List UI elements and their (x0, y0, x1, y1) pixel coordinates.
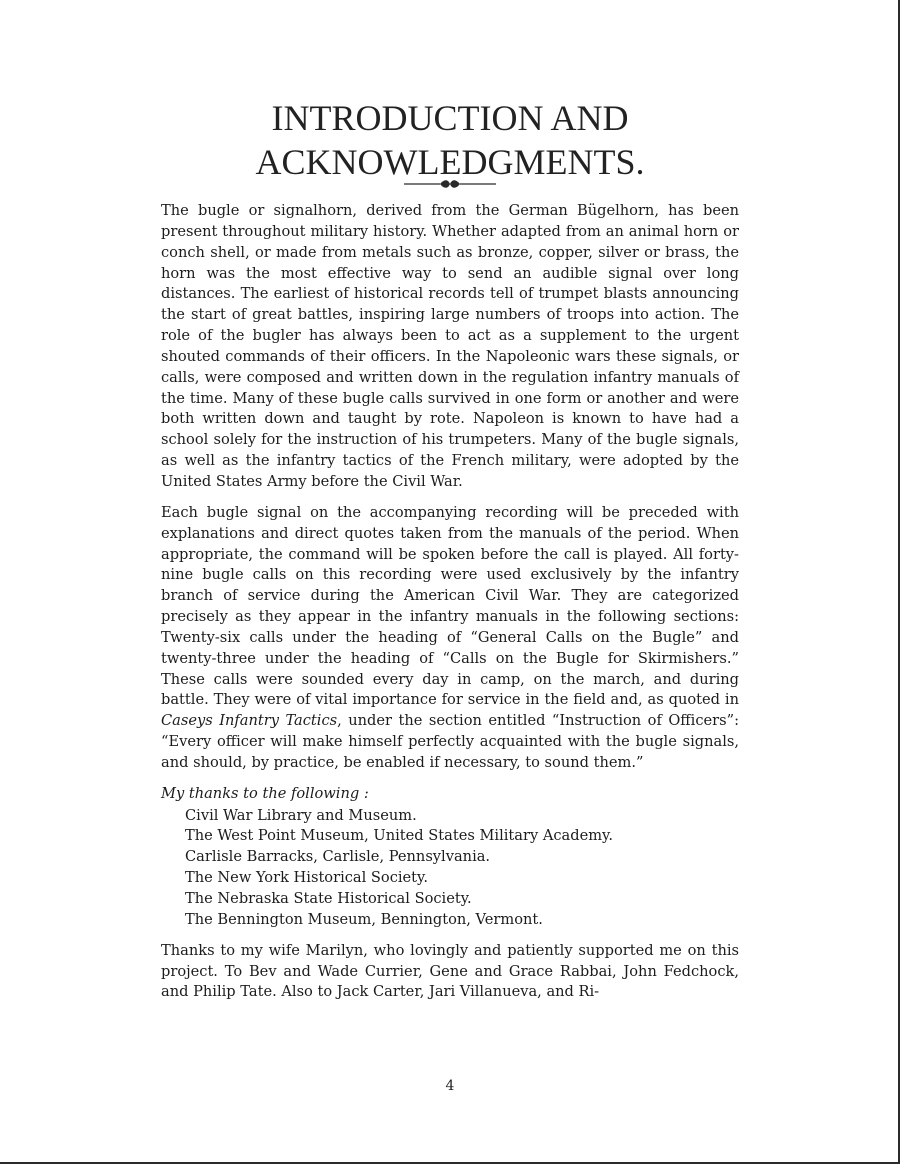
paragraph-recording-part1: Each bugle signal on the accompanying recording will be preceded with explanations and direct quotes taken from the manuals of the period. When appropriate, the command will be spoken before the call is played. All forty-nine bugle calls on this recording were used exclusively by the infantry branch of service during the American Civil War. They are categorized precisely as they appear in the infantry manuals in the following sections: Twenty-six calls under the heading of “General Calls on the Bugle” and twenty-three under the heading of “Calls on the Bugle for Skirmishers.” These calls were sounded every day in camp, on the march, and during battle. They were of vital importance for service in the field and, as quoted in (161, 503, 739, 709)
title-line-2: ACKNOWLEDGMENTS. (255, 142, 645, 182)
list-item: The Nebraska State Historical Society. (185, 890, 472, 907)
paragraph-recording (161, 503, 739, 774)
flourish-ornament-icon (402, 178, 498, 190)
body-text (161, 201, 739, 1003)
paragraph-history: The bugle or signalhorn, derived from the German Bügelhorn, has been present throughout military history. Whether adapted from an animal horn or conch shell, or made from metals such as bronze, copper, silver or brass, the horn was the most effective way to send an audible signal over long distances. The earliest of historical records tell of trumpet blasts announcing the start of great battles, inspiring large numbers of troops into action. The role of the bugler has always been to act as a supplement to the urgent shouted commands of their officers. In the Napoleonic wars these signals, or calls, were composed and written down in the regulation infantry manuals of the time. Many of these bugle calls survived in one form or another and were both written down and taught by rote. Napoleon is known to have had a school solely for the instruction of his trumpeters. Many of the bugle signals, as well as the infantry tactics of the French military, were adopted by the United States Army before the Civil War. (161, 202, 739, 490)
paragraph-recording-part2: , under the section entitled “Instruction of Officers”: “Every officer will make himself perfectly acquainted with the bugle signals, and should, by practice, be enabled if necessary, to sound them.” (161, 712, 739, 771)
list-item: Carlisle Barracks, Carlisle, Pennsylvania. (185, 848, 491, 866)
thanks-intro: My thanks to the following : (161, 784, 369, 802)
list-item: The New York Historical Society. (185, 869, 428, 887)
list-item: The Bennington Museum, Bennington, Vermont. (185, 910, 543, 928)
page-title (0, 96, 900, 184)
paragraph-thanks: Thanks to my wife Marilyn, who lovingly and patiently supported me on this project. To Bev and Wade Currier, Gene and Grace Rabbai, John Fedchock, and Philip Tate. Also to Jack Carter, Jari Villanueva, and Ri- (161, 941, 739, 1001)
list-item: Civil War Library and Museum. (185, 806, 417, 824)
book-title-casey: Caseys Infantry Tactics (161, 712, 338, 730)
acknowledgment-list (161, 806, 739, 931)
list-item: The West Point Museum, United States Military Academy. (185, 827, 613, 845)
page-number: 4 (445, 1078, 455, 1094)
title-line-1: INTRODUCTION AND (271, 98, 629, 138)
